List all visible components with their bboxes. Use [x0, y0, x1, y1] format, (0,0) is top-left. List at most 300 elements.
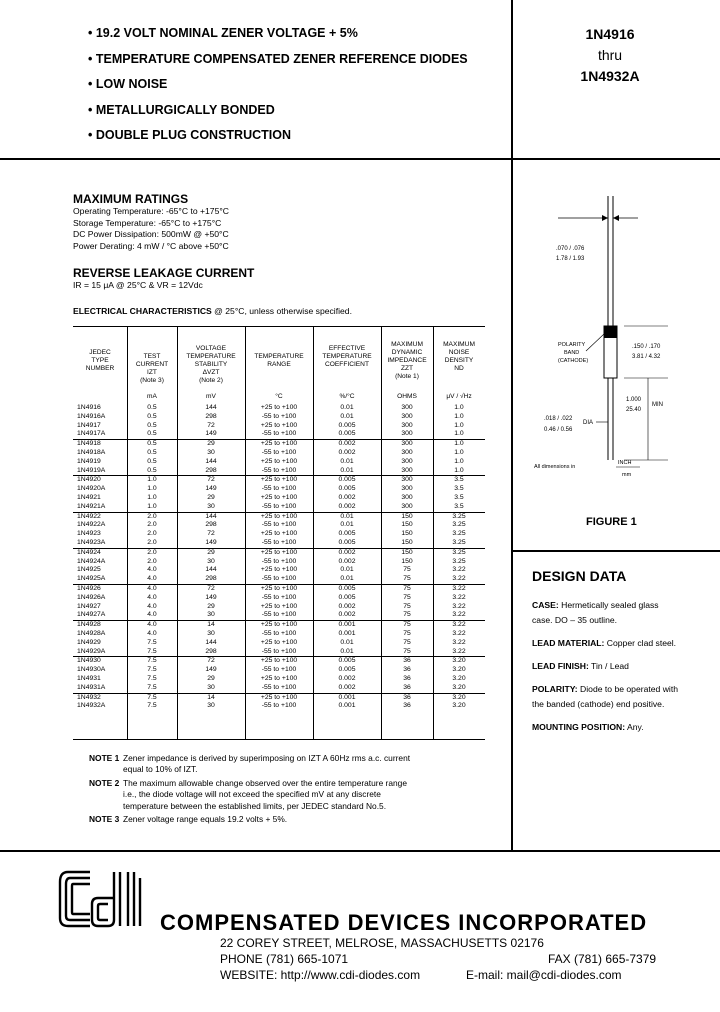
- electrical-characteristics-heading: [73, 306, 352, 318]
- header-temperature-range: [245, 353, 313, 369]
- lead-dia-mm-label: 0.46 / 0.56: [544, 427, 573, 433]
- table-cell: 30: [207, 629, 215, 637]
- header-line: VOLTAGE: [195, 345, 227, 352]
- polarity-label: (CATHODE): [558, 358, 589, 364]
- reverse-leakage-line: IR = 15 μA @ 25°C & VR = 12Vdc: [73, 280, 203, 290]
- table-row: [73, 630, 485, 639]
- table-cell: 75: [381, 621, 433, 630]
- table-cell: 3.22: [452, 575, 466, 583]
- figure-caption: FIGURE 1: [586, 516, 637, 528]
- note-label: NOTE 3: [89, 814, 120, 825]
- table-cell: 144: [205, 566, 217, 574]
- part-number-thru: thru: [597, 47, 623, 63]
- table-cell: 3.25: [452, 538, 466, 546]
- table-row: [73, 684, 485, 693]
- table-cell: 0.01: [340, 566, 354, 574]
- table-cell: 0.005: [313, 476, 381, 485]
- table-cell: 300: [401, 421, 413, 429]
- table-cell: +25 to +100: [245, 440, 313, 449]
- header-line: ΔVZT: [202, 369, 220, 376]
- table-cell: 149: [205, 430, 217, 438]
- polarity-label: POLARITY: [558, 342, 586, 348]
- table-cell: 2.0: [127, 548, 177, 557]
- design-data-label: LEAD FINISH:: [532, 661, 589, 671]
- type-number-cell: 1N4927A: [77, 611, 106, 619]
- table-row: [73, 539, 485, 548]
- table-cell: +25 to +100: [260, 421, 298, 429]
- header-line: STABILITY: [194, 361, 228, 368]
- company-address: 22 COREY STREET, MELROSE, MASSACHUSETTS 02176: [220, 936, 544, 950]
- table-cell: 72: [177, 476, 245, 485]
- table-row: [73, 494, 485, 503]
- table-cell: 0.001: [313, 693, 381, 702]
- table-cell: 75: [403, 638, 411, 646]
- table-row: [73, 657, 485, 666]
- table-cell: 1.0: [454, 430, 464, 438]
- table-cell: 14: [177, 621, 245, 630]
- table-cell: 0.005: [338, 538, 356, 546]
- table-cell: 300: [401, 404, 413, 411]
- table-row: [73, 584, 485, 593]
- body-length-label: .150 / .170: [632, 344, 661, 350]
- header-line: ND: [454, 365, 464, 372]
- table-row: [73, 548, 485, 557]
- type-number-cell: 1N4930: [73, 657, 127, 666]
- type-number-cell: 1N4919: [77, 457, 101, 465]
- table-cell: 3.25: [433, 548, 485, 557]
- table-row: [73, 467, 485, 476]
- table-cell: 75: [403, 575, 411, 583]
- table-cell: 0.001: [338, 629, 356, 637]
- table-row: [73, 422, 485, 431]
- type-number-cell: 1N4932A: [77, 702, 106, 710]
- header-line: IMPEDANCE: [387, 357, 427, 364]
- header-line: (Note 2): [199, 377, 223, 384]
- table-cell: +25 to +100: [260, 638, 298, 646]
- table-cell: 30: [207, 611, 215, 619]
- table-row: [73, 639, 485, 648]
- table-cell: 0.5: [147, 404, 157, 411]
- table-cell: 4.0: [147, 566, 157, 574]
- table-cell: +25 to +100: [245, 476, 313, 485]
- table-row: [73, 512, 485, 521]
- table-row: [73, 566, 485, 575]
- table-cell: 3.22: [452, 629, 466, 637]
- table-cell: +25 to +100: [260, 530, 298, 538]
- frame-header-divider: [0, 158, 720, 160]
- arrow-icon: [613, 215, 619, 221]
- type-number-cell: 1N4925: [77, 566, 101, 574]
- type-number-cell: 1N4917A: [77, 430, 106, 438]
- note-line: The maximum allowable change observed over the entire temperature range: [123, 777, 407, 788]
- table-cell: 150: [401, 538, 413, 546]
- type-number-cell: 1N4917: [77, 421, 101, 429]
- table-cell: 298: [205, 466, 217, 474]
- table-cell: 4.0: [147, 602, 157, 610]
- all-dimensions-label: All dimensions in: [534, 464, 576, 470]
- note: [89, 753, 410, 776]
- type-number-cell: 1N4926: [73, 584, 127, 593]
- table-cell: 150: [401, 530, 413, 538]
- table-cell: 298: [205, 575, 217, 583]
- table-cell: 30: [207, 448, 215, 456]
- note-line: i.e., the diode voltage will not exceed the specified mV at any discrete: [123, 789, 381, 800]
- unit-label: %/°C: [339, 393, 355, 400]
- reverse-leakage-title: REVERSE LEAKAGE CURRENT: [73, 266, 255, 280]
- table-row: [73, 702, 485, 711]
- table-cell: 300: [401, 412, 413, 420]
- table-cell: 149: [205, 538, 217, 546]
- table-row: [73, 530, 485, 539]
- table-cell: 7.5: [147, 702, 157, 710]
- table-cell: +25 to +100: [245, 548, 313, 557]
- table-cell: 0.002: [313, 440, 381, 449]
- header-line: TEMPERATURE: [186, 353, 236, 360]
- header-line: CURRENT: [135, 361, 169, 368]
- dim-top-label: .070 / .076: [556, 246, 585, 252]
- table-row: [73, 675, 485, 684]
- header-line: NUMBER: [85, 365, 115, 372]
- design-data-text: Hermetically sealed glass: [558, 600, 659, 610]
- type-number-cell: 1N4918: [73, 440, 127, 449]
- table-cell: 0.002: [338, 502, 356, 510]
- type-number-cell: 1N4922A: [77, 521, 106, 529]
- table-cell: 72: [207, 530, 215, 538]
- table-row: [73, 449, 485, 458]
- table-cell: 3.5: [454, 493, 464, 501]
- table-cell: 0.005: [338, 485, 356, 493]
- table-cell: 3.22: [452, 647, 466, 655]
- table-cell: 0.5: [127, 440, 177, 449]
- part-number-first: 1N4916: [585, 26, 635, 42]
- table-row: [73, 485, 485, 494]
- table-cell: 150: [381, 548, 433, 557]
- design-data-text: Diode to be operated with: [577, 684, 678, 694]
- table-cell: 0.01: [340, 457, 354, 465]
- table-row: [73, 404, 485, 413]
- table-cell: 0.5: [147, 466, 157, 474]
- table-cell: +25 to +100: [260, 674, 298, 682]
- body-length-mm-label: 3.81 / 4.32: [632, 354, 661, 360]
- table-cell: -55 to +100: [261, 666, 297, 674]
- table-cell: +25 to +100: [260, 404, 298, 411]
- table-cell: 149: [205, 666, 217, 674]
- design-data-text: Tin / Lead: [588, 661, 629, 671]
- table-cell: 7.5: [147, 666, 157, 674]
- type-number-cell: 1N4921A: [77, 502, 106, 510]
- table-cell: 3.25: [452, 530, 466, 538]
- table-row: [73, 558, 485, 567]
- design-data-label: CASE:: [532, 600, 559, 610]
- table-cell: 29: [177, 440, 245, 449]
- table-cell: 150: [381, 512, 433, 521]
- table-cell: +25 to +100: [260, 457, 298, 465]
- table-cell: 300: [401, 457, 413, 465]
- design-data-title: DESIGN DATA: [532, 568, 627, 584]
- note: [89, 778, 410, 812]
- table-cell: 144: [205, 404, 217, 411]
- note-body: [123, 753, 410, 776]
- elec-char-rest: @ 25°C, unless otherwise specified.: [211, 306, 352, 316]
- table-cell: 75: [403, 629, 411, 637]
- table-cell: 36: [381, 693, 433, 702]
- lead-length-mm-label: 25.40: [626, 407, 642, 413]
- table-cell: 0.5: [147, 457, 157, 465]
- table-cell: 3.25: [433, 512, 485, 521]
- design-data-label: POLARITY:: [532, 684, 578, 694]
- type-number-cell: 1N4928: [73, 621, 127, 630]
- table-cell: 1.0: [454, 448, 464, 456]
- table-row: [73, 693, 485, 702]
- table-row: [73, 458, 485, 467]
- polarity-label: BAND: [564, 350, 580, 356]
- table-row: [73, 621, 485, 630]
- table-cell: 0.01: [340, 647, 354, 655]
- header-line: TEMPERATURE: [254, 353, 304, 360]
- header-line: RANGE: [267, 361, 291, 368]
- table-cell: 298: [205, 412, 217, 420]
- table-cell: 0.5: [147, 430, 157, 438]
- table-cell: 72: [177, 657, 245, 666]
- table-cell: 3.5: [433, 476, 485, 485]
- table-cell: 0.002: [338, 557, 356, 565]
- type-number-cell: 1N4923A: [77, 538, 106, 546]
- table-cell: 1.0: [127, 476, 177, 485]
- table-cell: 4.0: [127, 621, 177, 630]
- table-cell: -55 to +100: [261, 683, 297, 691]
- arrow-icon: [602, 215, 608, 221]
- table-cell: 0.005: [338, 593, 356, 601]
- table-cell: 300: [401, 430, 413, 438]
- cdi-logo-icon: [54, 864, 166, 934]
- table-cell: +25 to +100: [260, 602, 298, 610]
- table-cell: 149: [205, 485, 217, 493]
- feature-item: • TEMPERATURE COMPENSATED ZENER REFERENCE DIODES: [88, 51, 468, 66]
- table-cell: -55 to +100: [261, 430, 297, 438]
- design-data-text: Copper clad steel.: [604, 638, 677, 648]
- table-cell: +25 to +100: [245, 657, 313, 666]
- table-cell: -55 to +100: [261, 538, 297, 546]
- reverse-leakage: [73, 266, 254, 292]
- table-cell: 0.005: [313, 584, 381, 593]
- table-cell: 0.5: [147, 412, 157, 420]
- table-cell: 0.005: [338, 666, 356, 674]
- type-number-cell: 1N4920: [73, 476, 127, 485]
- table-cell: 75: [403, 566, 411, 574]
- table-cell: 30: [207, 502, 215, 510]
- table-cell: 72: [207, 421, 215, 429]
- type-number-cell: 1N4923: [77, 530, 101, 538]
- type-number-cell: 1N4931A: [77, 683, 106, 691]
- lead-dia-label: .018 / .022: [544, 416, 573, 422]
- table-row: [73, 611, 485, 620]
- table-cell: 7.5: [147, 683, 157, 691]
- table-cell: -55 to +100: [261, 557, 297, 565]
- table-cell: 2.0: [147, 557, 157, 565]
- table-cell: 150: [401, 557, 413, 565]
- design-data-text: Any.: [625, 722, 644, 732]
- notes: [89, 753, 410, 827]
- table-cell: -55 to +100: [261, 702, 297, 710]
- header-line: IZT: [147, 369, 157, 376]
- table-cell: 0.01: [340, 521, 354, 529]
- note-line: temperature between the established limits, per JEDEC standard No.5.: [123, 800, 387, 811]
- table-cell: 3.20: [452, 683, 466, 691]
- table-cell: 3.25: [452, 521, 466, 529]
- data-table: [73, 404, 485, 711]
- company-phone: PHONE (781) 665-1071: [220, 952, 349, 966]
- table-cell: -55 to +100: [261, 629, 297, 637]
- table-cell: 36: [403, 702, 411, 710]
- table-cell: -55 to +100: [261, 611, 297, 619]
- type-number-cell: 1N4921: [77, 493, 101, 501]
- table-cell: -55 to +100: [261, 502, 297, 510]
- type-number-cell: 1N4916: [77, 404, 101, 411]
- table-cell: +25 to +100: [245, 621, 313, 630]
- type-number-cell: 1N4925A: [77, 575, 106, 583]
- header-noise-density: [433, 341, 485, 373]
- header-line: (Note 3): [140, 377, 164, 384]
- table-cell: -55 to +100: [261, 412, 297, 420]
- table-cell: 75: [381, 584, 433, 593]
- table-cell: 300: [401, 493, 413, 501]
- design-data-item: [532, 682, 712, 712]
- table-cell: 3.22: [452, 566, 466, 574]
- type-number-cell: 1N4924: [73, 548, 127, 557]
- table-cell: 1.0: [433, 440, 485, 449]
- type-number-cell: 1N4929A: [77, 647, 106, 655]
- table-cell: 298: [205, 647, 217, 655]
- note-body: [123, 778, 407, 812]
- table-cell: 4.0: [147, 629, 157, 637]
- header-temperature-coefficient: [313, 345, 381, 369]
- note: [89, 814, 410, 825]
- header-line: DYNAMIC: [391, 349, 423, 356]
- table-cell: 3.22: [452, 593, 466, 601]
- table-cell: +25 to +100: [260, 493, 298, 501]
- feature-item: • METALLURGICALLY BONDED: [88, 102, 275, 117]
- header-line: TEST: [143, 353, 161, 360]
- unit-label: °C: [275, 393, 283, 400]
- table-cell: 0.01: [340, 404, 354, 411]
- table-cell: 7.5: [147, 638, 157, 646]
- table-cell: 1.0: [147, 485, 157, 493]
- max-ratings-title: MAXIMUM RATINGS: [73, 192, 189, 206]
- company-name: COMPENSATED DEVICES INCORPORATED: [160, 910, 648, 935]
- table-cell: 3.22: [452, 638, 466, 646]
- header-line: TEMPERATURE: [322, 353, 372, 360]
- type-number-cell: 1N4930A: [77, 666, 106, 674]
- max-ratings-line: Storage Temperature: -65°C to +175°C: [73, 217, 222, 228]
- header-line: NOISE: [448, 349, 470, 356]
- table-cell: -55 to +100: [261, 593, 297, 601]
- table-cell: -55 to +100: [261, 485, 297, 493]
- table-cell: 36: [403, 683, 411, 691]
- note-line: Zener impedance is derived by superimposing on IZT A 60Hz rms a.c. current: [123, 753, 411, 763]
- max-ratings-line: Operating Temperature: -65°C to +175°C: [73, 206, 229, 216]
- design-data: [532, 568, 712, 743]
- table-cell: 3.25: [452, 557, 466, 565]
- table-cell: 3.5: [454, 502, 464, 510]
- table-cell: 4.0: [147, 593, 157, 601]
- table-cell: 72: [177, 584, 245, 593]
- feature-item: • LOW NOISE: [88, 77, 168, 91]
- header-line: DENSITY: [444, 357, 474, 364]
- header-jedec: [73, 349, 127, 373]
- table-cell: +25 to +100: [245, 584, 313, 593]
- header-line: TYPE: [91, 357, 109, 364]
- electrical-table: [73, 326, 485, 740]
- design-data-item: [532, 636, 712, 651]
- table-cell: 300: [381, 476, 433, 485]
- table-cell: +25 to +100: [245, 512, 313, 521]
- table-cell: 150: [401, 521, 413, 529]
- unit-label: mV: [206, 393, 216, 400]
- table-cell: 7.5: [147, 647, 157, 655]
- table-cell: 3.22: [433, 584, 485, 593]
- design-data-continuation: the banded (cathode) end positive.: [532, 699, 665, 709]
- unit-label: mA: [147, 393, 157, 400]
- table-cell: 30: [207, 702, 215, 710]
- type-number-cell: 1N4922: [73, 512, 127, 521]
- table-cell: 0.005: [338, 530, 356, 538]
- company-fax: FAX (781) 665-7379: [548, 952, 657, 966]
- note-label: NOTE 2: [89, 777, 120, 788]
- table-cell: 1.0: [454, 412, 464, 420]
- table-cell: -55 to +100: [261, 575, 297, 583]
- table-cell: 0.01: [340, 638, 354, 646]
- table-cell: 30: [207, 557, 215, 565]
- part-number-last: 1N4932A: [580, 68, 640, 84]
- table-cell: 3.22: [433, 621, 485, 630]
- table-cell: 2.0: [147, 521, 157, 529]
- header-dynamic-impedance: [381, 341, 433, 381]
- table-row: [73, 521, 485, 530]
- table-cell: 2.0: [147, 538, 157, 546]
- table-row: [73, 413, 485, 422]
- table-cell: 0.005: [338, 430, 356, 438]
- max-ratings: [73, 192, 229, 252]
- table-cell: 3.20: [452, 674, 466, 682]
- table-cell: 75: [403, 611, 411, 619]
- unit-label: OHMS: [397, 393, 417, 400]
- table-cell: 4.0: [147, 575, 157, 583]
- table-row: [73, 503, 485, 512]
- table-cell: 300: [401, 485, 413, 493]
- table-cell: 298: [205, 521, 217, 529]
- type-number-cell: 1N4932: [73, 693, 127, 702]
- unit-label: μV / √Hz: [446, 393, 472, 400]
- feature-item: • 19.2 VOLT NOMINAL ZENER VOLTAGE + 5%: [88, 26, 358, 40]
- table-row: [73, 594, 485, 603]
- header-line: COEFFICIENT: [325, 361, 369, 368]
- design-data-item: [532, 659, 712, 674]
- min-label: MIN: [652, 402, 663, 408]
- mm-label: mm: [622, 472, 632, 478]
- design-data-label: LEAD MATERIAL:: [532, 638, 605, 648]
- dia-label: DIA: [583, 420, 594, 426]
- header-line: (Note 1): [395, 373, 419, 380]
- design-data-item: [532, 720, 712, 735]
- leader-line: [586, 334, 604, 351]
- type-number-cell: 1N4920A: [77, 485, 106, 493]
- table-cell: +25 to +100: [245, 693, 313, 702]
- table-cell: 300: [401, 466, 413, 474]
- company-email: E-mail: mail@cdi-diodes.com: [466, 968, 622, 982]
- table-cell: 300: [401, 448, 413, 456]
- header-line: ZZT: [400, 365, 414, 372]
- table-cell: 4.0: [147, 611, 157, 619]
